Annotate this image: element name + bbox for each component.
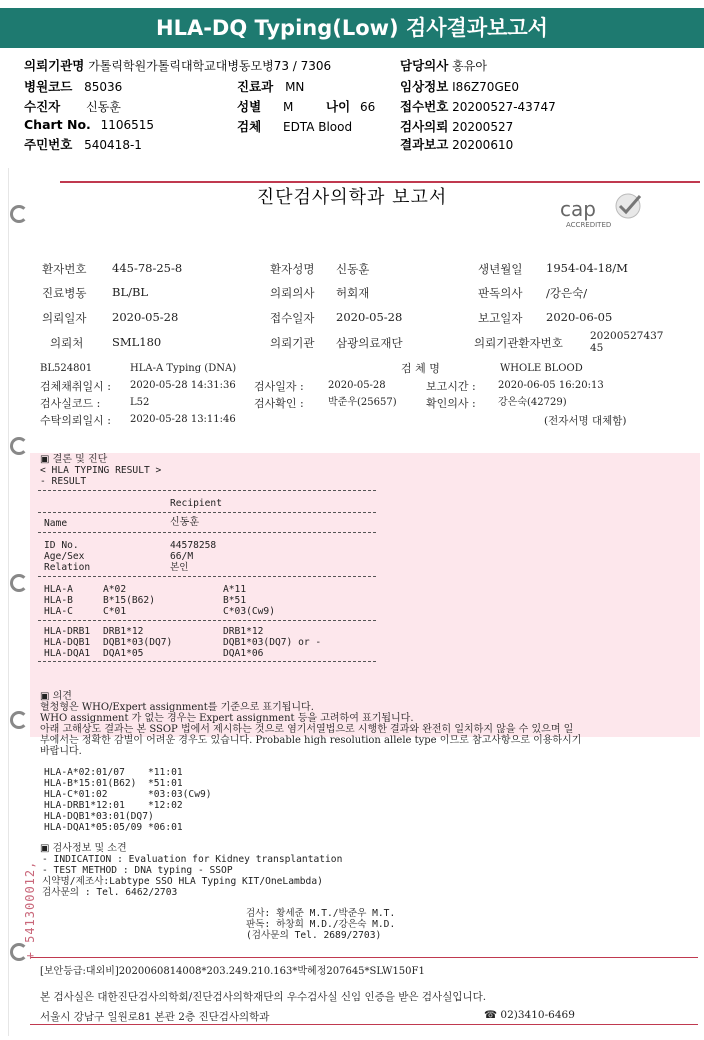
meta-label: 확인의사 : — [426, 397, 476, 410]
header-resident-no — [24, 135, 142, 153]
info-label: 진료병동 — [42, 286, 87, 300]
header-key: 임상정보 — [400, 79, 449, 94]
divider — [30, 1024, 698, 1025]
header-key: 병원코드 — [24, 79, 73, 94]
header-hospital-code — [24, 77, 122, 95]
header-value: 가톨릭학원가톨릭대학교대병동모병73 / 7306 — [88, 59, 332, 73]
meta-value: 2020-05-28 14:31:36 — [130, 380, 236, 391]
header-key: 검사의뢰 — [400, 119, 449, 134]
header-key: 의뢰기관명 — [24, 58, 85, 73]
info-value: BL/BL — [112, 285, 149, 299]
locus-label: HLA-DRB1 — [44, 626, 91, 637]
opinion-line: 부에서는 정확한 감별이 어려운 경우도 있습니다. Probable high resolution allele type 이므로 참고사항으로 이용하시기 — [40, 735, 582, 746]
meta-value: 강은숙(42729) — [498, 397, 567, 408]
id-value: 본인 — [170, 562, 189, 573]
allele-1: DQA1*05 — [103, 648, 144, 659]
signer-line: 검사: 황세준 M.T./박준우 M.T. — [246, 908, 396, 919]
vertical-stamp — [20, 855, 40, 965]
info-label: 환자번호 — [42, 262, 87, 276]
meta-value: 2020-06-05 16:20:13 — [498, 380, 604, 391]
header-sex — [237, 97, 293, 115]
opinion-line: 혈청형은 WHO/Expert assignment를 기준으로 표기됩니다. — [40, 702, 314, 713]
allele-1: B*15(B62) — [103, 595, 155, 606]
hires-allele-2: *03:03(Cw9) — [148, 789, 212, 800]
meta-label: 검체채취일시 : — [40, 380, 111, 393]
meta-label: 보고시간 : — [426, 380, 476, 393]
info-value: 445-78-25-8 — [112, 261, 183, 275]
meta-label: 수탁의뢰일시 : — [40, 414, 111, 427]
opinion-heading: ▣ 의견 — [40, 691, 72, 702]
hires-allele-1: HLA-DQB1*03:01(DQ7) — [44, 811, 154, 822]
id-label: Relation — [44, 562, 91, 573]
info-value: 신동훈 — [336, 262, 370, 276]
allele-2: A*11 — [223, 584, 247, 595]
info-value: 허회재 — [336, 286, 370, 300]
info-label: 생년월일 — [478, 262, 523, 276]
table-rule — [38, 490, 376, 491]
name-value: 신동훈 — [170, 517, 199, 528]
info-label: 보고일자 — [478, 311, 523, 325]
header-key: 나이 — [326, 99, 351, 114]
header-value: EDTA Blood — [282, 120, 353, 134]
locus-label: HLA-A — [44, 584, 73, 595]
header-value: 540418-1 — [84, 138, 142, 152]
id-label: ID No. — [44, 540, 79, 551]
locus-label: HLA-DQA1 — [44, 648, 91, 659]
binder-hole-icon — [10, 437, 28, 455]
header-request-date — [400, 117, 513, 135]
header-key: 담당의사 — [400, 58, 449, 73]
hires-allele-1: HLA-DQA1*05:05/09 — [44, 822, 143, 833]
info-value: 삼광의료재단 — [336, 336, 403, 350]
header-specimen — [237, 117, 352, 135]
hires-allele-1: HLA-A*02:01/07 — [44, 767, 125, 778]
id-value: 44578258 — [170, 540, 217, 551]
info-label: 환자성명 — [270, 262, 315, 276]
header-patient — [24, 97, 121, 115]
header-dept — [237, 77, 304, 95]
header-value: 1106515 — [100, 118, 155, 132]
opinion-line: 바랍니다. — [40, 746, 82, 757]
meta-value: L52 — [130, 397, 150, 408]
header-value: MN — [285, 80, 305, 94]
hires-allele-2: *06:01 — [148, 822, 183, 833]
specimen-value: WHOLE BLOOD — [500, 363, 583, 374]
signer-line: (검사문의 Tel. 2689/2703) — [246, 930, 382, 941]
e-signature-note: (전자서명 대체함) — [544, 415, 627, 427]
report-title-banner: HLA-DQ Typing(Low) 검사결과보고서 — [0, 8, 704, 48]
allele-2: DQA1*06 — [223, 648, 264, 659]
divider — [30, 957, 698, 958]
table-rule — [38, 532, 376, 533]
footer-security: [보안등급:대외비]2020060814008*203.249.210.163*박혜정207645*SLW150F1 — [40, 966, 425, 977]
header-report-date — [400, 135, 513, 153]
header-row-1 — [24, 56, 331, 74]
cap-brand: cap — [560, 197, 596, 221]
footer-cert: 본 검사실은 대한진단검사의학회/진단검사의학재단의 우수검사실 신임 인증을 받은 검사실입니다. — [40, 991, 487, 1003]
header-key: 진료과 — [237, 79, 274, 94]
name-label: Name — [44, 518, 68, 529]
header-value: 20200527-43747 — [452, 100, 556, 114]
allele-2: B*51 — [223, 595, 247, 606]
header-value: 66 — [359, 100, 376, 114]
header-key: 수진자 — [24, 99, 61, 114]
info-value: 2020052743745 — [590, 330, 664, 354]
info-label: 의뢰기관환자번호 — [474, 336, 563, 350]
info-label: 판독의사 — [478, 286, 523, 300]
meta-label: 검사실코드 : — [40, 397, 101, 410]
header-key: 성별 — [237, 99, 262, 114]
meta-label: 검사일자 : — [254, 380, 304, 393]
allele-1: A*02 — [103, 584, 127, 595]
info-value: 2020-05-28 — [336, 310, 403, 324]
scan-title: 진단검사의학과 보고서 — [256, 187, 448, 208]
meta-value: 2020-05-28 — [328, 380, 386, 391]
header-value: 20200527 — [452, 120, 514, 134]
header-value: 85036 — [84, 80, 123, 94]
test-info-line: - TEST METHOD : DNA typing - SSOP — [42, 865, 233, 876]
meta-value: 박준우(25657) — [328, 397, 397, 408]
locus-label: HLA-B — [44, 595, 73, 606]
info-label: 의뢰의사 — [270, 286, 315, 300]
header-key: Chart No. — [24, 117, 91, 132]
table-rule — [38, 512, 376, 513]
hires-allele-2: *11:01 — [148, 767, 183, 778]
hires-allele-2: *12:02 — [148, 800, 183, 811]
binder-hole-icon — [10, 711, 28, 729]
test-info-line: 검사문의 : Tel. 6462/2703 — [42, 887, 178, 898]
id-value: 66/M — [170, 551, 194, 562]
table-rule — [38, 620, 376, 621]
allele-1: DRB1*12 — [103, 626, 144, 637]
header-value: 20200610 — [452, 138, 514, 152]
recipient-label: Recipient — [170, 498, 222, 509]
cap-sub: ACCREDITED — [566, 221, 612, 229]
header-value: 홍유아 — [452, 59, 487, 73]
info-value: 2020-06-05 — [546, 310, 613, 324]
header-chart-no — [24, 117, 154, 132]
table-rule — [38, 576, 376, 577]
header-clinical-info — [400, 77, 519, 95]
test-code: BL524801 — [40, 363, 93, 374]
hires-allele-1: HLA-DRB1*12:01 — [44, 800, 125, 811]
header-value: I86Z70GE0 — [452, 80, 519, 94]
table-rule — [38, 661, 376, 662]
info-value: SML180 — [112, 335, 162, 349]
info-label: 의뢰처 — [50, 336, 84, 350]
header-value: 신동훈 — [86, 100, 121, 114]
header-receipt-no — [400, 97, 556, 115]
header-key: 접수번호 — [400, 99, 449, 114]
test-name: HLA-A Typing (DNA) — [130, 363, 237, 374]
meta-value: 2020-05-28 13:11:46 — [130, 414, 236, 425]
binder-hole-icon — [10, 574, 28, 592]
footer-address: 서울시 강남구 일원로81 본관 2층 진단검사의학과 — [40, 1011, 270, 1023]
allele-2: DQB1*03(DQ7) or - — [223, 637, 322, 648]
opinion-line: WHO assignment 가 없는 경우는 Expert assignment 등을 고려하여 표기됩니다. — [40, 713, 414, 724]
info-value: 2020-05-28 — [112, 310, 179, 324]
locus-label: HLA-C — [44, 606, 73, 617]
test-info-heading: ▣ 검사정보 및 소견 — [40, 843, 127, 854]
allele-1: DQB1*03(DQ7) — [103, 637, 173, 648]
header-key: 결과보고 — [400, 137, 449, 152]
test-info-line: - INDICATION : Evaluation for Kidney transplantation — [42, 854, 343, 865]
result-subheading: < HLA TYPING RESULT > — [40, 465, 162, 476]
header-value: M — [282, 100, 294, 114]
info-value: /강은숙/ — [546, 286, 588, 300]
header-age — [326, 97, 375, 115]
info-label: 접수일자 — [270, 311, 315, 325]
meta-label: 검사확인 : — [254, 397, 304, 410]
info-label: 의뢰기관 — [270, 336, 315, 350]
allele-2: C*03(Cw9) — [223, 606, 275, 617]
info-value: 1954-04-18/M — [546, 261, 628, 275]
result-subheading: - RESULT — [40, 476, 87, 487]
hires-allele-1: HLA-B*15:01(B62) — [44, 778, 137, 789]
signer-line: 판독: 하창희 M.D./강은숙 M.D. — [246, 919, 396, 930]
allele-1: C*01 — [103, 606, 127, 617]
header-key: 주민번호 — [24, 137, 73, 152]
opinion-line: 아래 고해상도 결과는 본 SSOP 법에서 제시하는 것으로 염기서열법으로 시행한 결과와 완전히 일치하지 않을 수 있으며 일 — [40, 724, 574, 735]
hires-allele-1: HLA-C*01:02 — [44, 789, 108, 800]
header-doctor — [400, 56, 487, 74]
cap-accredited-logo — [558, 192, 648, 232]
locus-label: HLA-DQB1 — [44, 637, 91, 648]
id-label: Age/Sex — [44, 551, 85, 562]
specimen-label: 검 체 명 — [401, 362, 440, 375]
vertical-stamp-text: + 541300012, — [23, 860, 37, 960]
result-heading: ▣ 결론 및 진단 — [40, 454, 108, 465]
test-info-line: 시약명/제조사:Labtype SSO HLA Typing KIT/OneLambda) — [42, 876, 323, 887]
footer-phone-number: 02)3410-6469 — [500, 1009, 575, 1021]
hires-allele-2: *51:01 — [148, 778, 183, 789]
allele-2: DRB1*12 — [223, 626, 264, 637]
info-label: 의뢰일자 — [42, 311, 87, 325]
footer-phone: ☎ 02)3410-6469 — [484, 1009, 575, 1021]
header-key: 검체 — [237, 119, 262, 134]
